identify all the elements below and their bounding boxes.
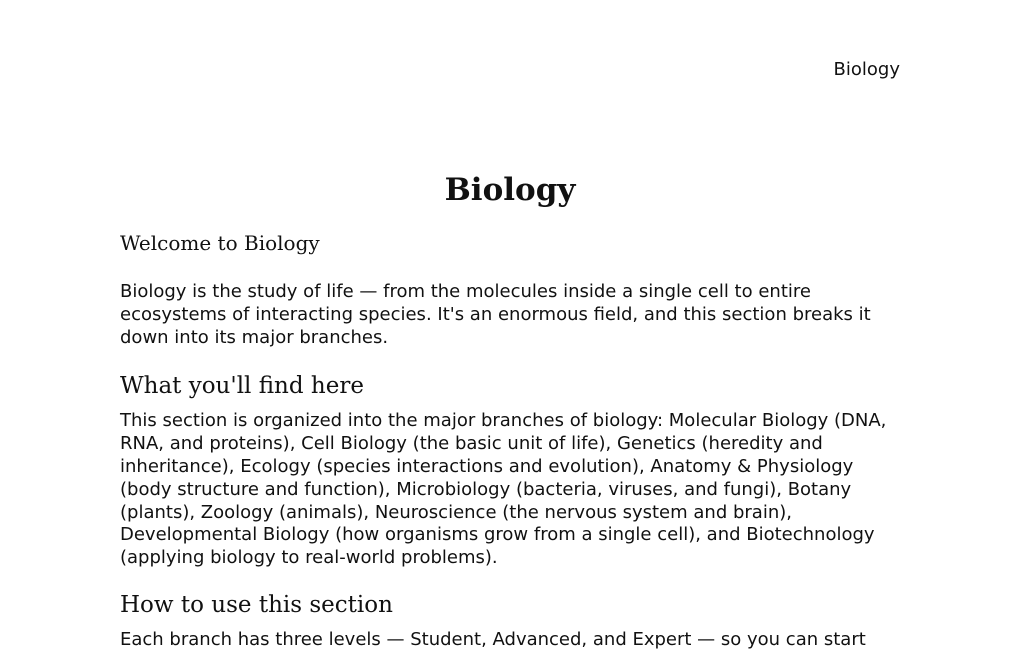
find-paragraph: This section is organized into the major branches of biology: Molecular Biology (DNA, RNA, and proteins), Cell Biology (the basic unit of life), Genetics (heredity and inheritance), Ecology (species interactions and evolution), Anatomy & Physiology (body structure and function), Microbiology (bacteria, viruses, and fungi), Botany (plants), Zoology (animals), Neuroscience (the nervous system and brain), Developmental Biology (how organisms grow from a single cell), and Biotechnology (applying biology to real-world problems). bbox=[120, 410, 887, 569]
find-heading: What you'll find here bbox=[120, 373, 364, 400]
page-title: Biology bbox=[444, 172, 576, 208]
nav-link-biology[interactable]: Biology bbox=[833, 59, 900, 80]
main-content bbox=[120, 170, 900, 672]
howto-heading: How to use this section bbox=[120, 591, 393, 618]
howto-paragraph: Each branch has three levels — Student, Advanced, and Expert — so you can start bbox=[120, 628, 866, 650]
intro-paragraph: Biology is the study of life — from the molecules inside a single cell to entire ecosystems of interacting species. It's an enormous field, and this section breaks it down into its major branches. bbox=[120, 281, 871, 348]
welcome-heading: Welcome to Biology bbox=[120, 231, 320, 255]
